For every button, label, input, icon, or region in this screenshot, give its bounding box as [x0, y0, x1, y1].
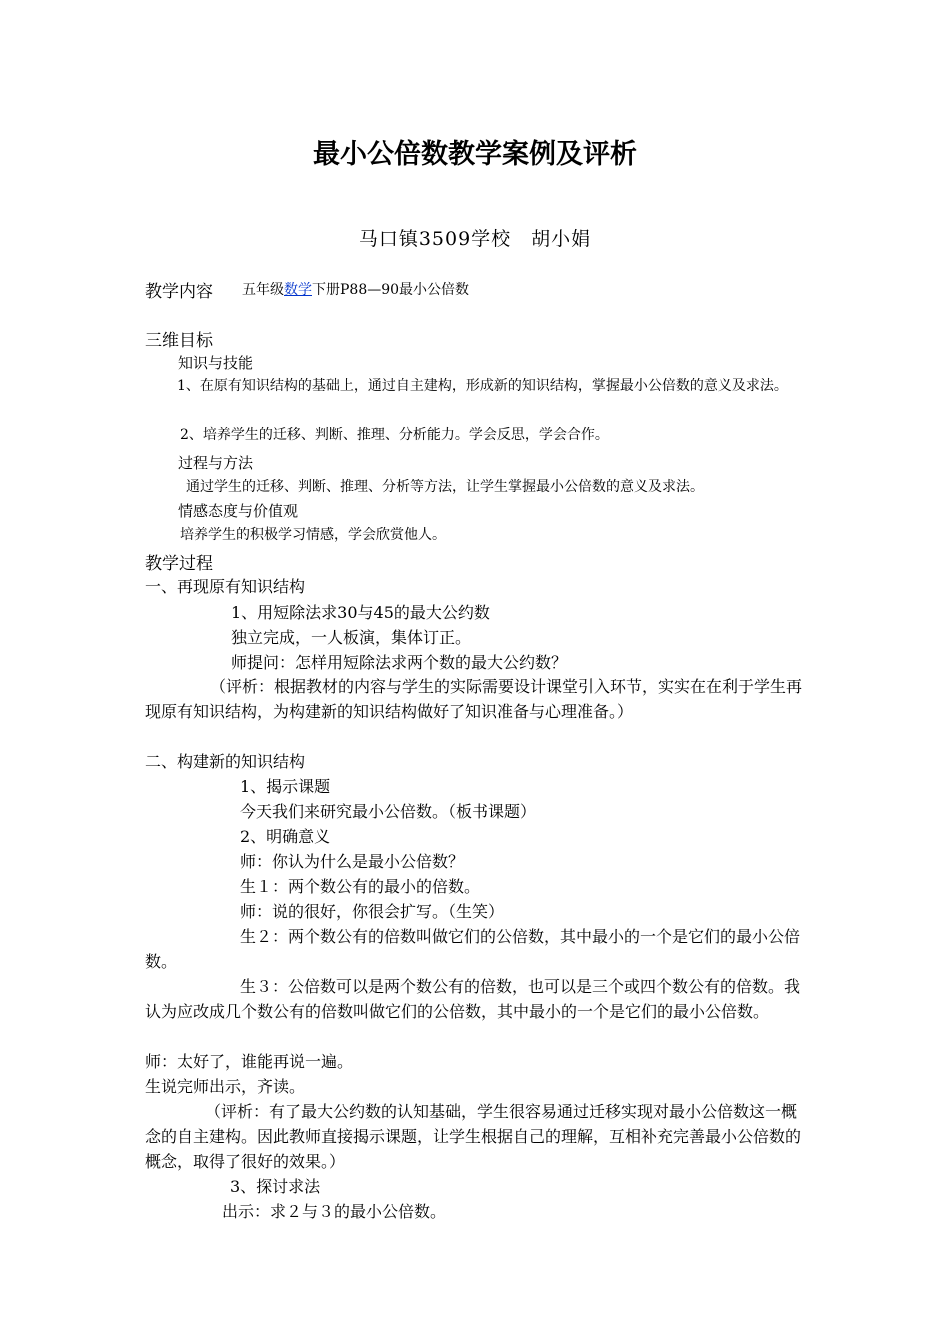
step-2-7: 生２：两个数公有的倍数叫做它们的公倍数，其中最小的一个是它们的最小公倍数。: [145, 927, 801, 971]
content-post: 下册P88—90最小公倍数: [312, 282, 470, 298]
content-pre: 五年级: [242, 282, 284, 298]
step-2-5: 生１：两个数公有的最小的倍数。: [240, 877, 481, 896]
step-2-4: 师：你认为什么是最小公倍数？: [240, 852, 465, 871]
process-text: 通过学生的迁移、判断、推理、分析等方法，让学生掌握最小公倍数的意义及求法。: [186, 479, 704, 495]
review-1: （评析：根据教材的内容与学生的实际需要设计课堂引入环节，实实在在利于学生再现原有知识结构，为构建新的知识结构做好了知识准备与心理准备。）: [145, 677, 803, 721]
subheading-knowledge: 知识与技能: [178, 354, 254, 372]
step-2-9: 师：太好了，谁能再说一遍。: [145, 1052, 354, 1071]
emotion-text: 培养学生的积极学习情感，学会欣赏他人。: [180, 527, 446, 543]
content-text: [242, 279, 469, 299]
review-2: （评析：有了最大公约数的认知基础，学生很容易通过迁移实现对最小公倍数这一概念的自主建构。因此教师直接揭示课题，让学生根据自己的理解，互相补充完善最小公倍数的概念，取得了很好的效果。）: [145, 1102, 802, 1171]
step-3-1: 3、探讨求法: [230, 1177, 321, 1196]
subheading-emotion: 情感态度与价值观: [178, 502, 299, 520]
document-title: 最小公倍数教学案例及评析: [313, 139, 637, 170]
step-3-2: 出示：求２与３的最小公倍数。: [222, 1202, 447, 1221]
section-1-heading: 一、再现原有知识结构: [145, 577, 306, 596]
step-2-2: 今天我们来研究最小公倍数。（板书课题）: [240, 802, 537, 821]
content-label: 教学内容: [145, 282, 213, 302]
section-2-heading: 二、构建新的知识结构: [145, 752, 306, 771]
knowledge-item-2: 2、培养学生的迁移、判断、推理、分析能力。学会反思，学会合作。: [180, 427, 609, 443]
step-2-3: 2、明确意义: [240, 827, 331, 846]
knowledge-item-1: 1、在原有知识结构的基础上，通过自主建构，形成新的知识结构，掌握最小公倍数的意义及求法。: [177, 378, 788, 394]
step-1-2: 独立完成，一人板演，集体订正。: [231, 628, 472, 647]
step-1-3: 师提问：怎样用短除法求两个数的最大公约数？: [231, 653, 568, 672]
step-2-8: 生３：公倍数可以是两个数公有的倍数，也可以是三个或四个数公有的倍数。我认为应改成几个数公有的倍数叫做它们的公倍数，其中最小的一个是它们的最小公倍数。: [145, 977, 801, 1021]
subheading-process: 过程与方法: [178, 454, 254, 472]
step-1-1: 1、用短除法求30与45的最大公约数: [231, 603, 490, 622]
step-2-1: 1、揭示课题: [240, 777, 331, 796]
step-2-10: 生说完师出示，齐读。: [145, 1077, 306, 1096]
author-line: 马口镇3509学校 胡小娟: [358, 228, 592, 250]
goals-heading: 三维目标: [145, 331, 213, 351]
process-heading: 教学过程: [145, 554, 213, 574]
math-link[interactable]: 数学: [284, 282, 312, 298]
step-2-6: 师：说的很好，你很会扩写。（生笑）: [240, 902, 505, 921]
